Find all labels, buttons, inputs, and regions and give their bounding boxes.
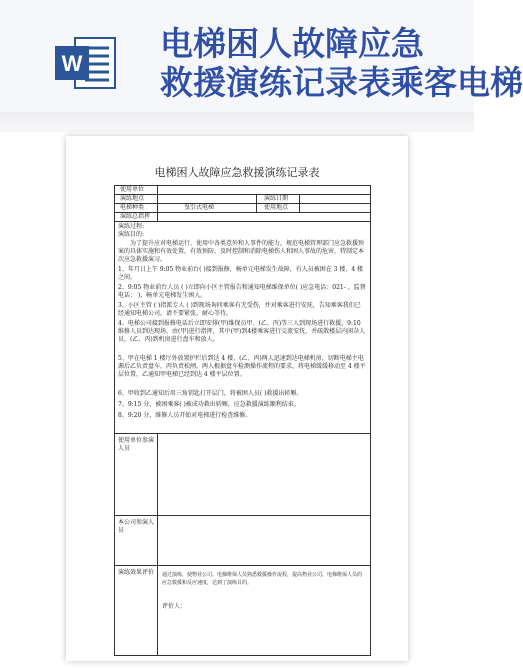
label-elevator-type: 电梯种类 [120, 204, 145, 211]
evaluator-label: 评价人： [162, 603, 187, 610]
document-title: 电梯困人故障应急救援演练记录表 [154, 166, 320, 179]
label-director: 演练总指挥 [120, 213, 151, 220]
label-unit: 使用单位 [120, 186, 145, 193]
record-table [114, 185, 371, 656]
label-evaluation: 演练效果评价 [118, 569, 155, 576]
label-location: 演练地点 [120, 195, 145, 202]
step-5: 5、甲在电梯 1 楼厅外放置护栏后到达 4 楼，(乙、丙)两人迅速到达电梯机房，切断电梯主电源后乙负责盘车，丙负责松闸，两人根据盘车检测操作流程的要求，将电梯缓缓移动至 4 楼平层位置，乙通知甲电梯已经到达 4 楼平层位置。 [118, 355, 366, 378]
label-place: 使用地点 [264, 204, 289, 211]
step-7: 7、9:15 分，被困乘客( )被成功救出轿厢，应急救援演练顺利结束。 [118, 401, 300, 408]
step-2: 2、9:05 物业前台人员 ( )立即向小区主管报告和通知电梯维保单位( )应急电话：021- 、监督电话： )，畅单元电梯发生困人。 [118, 284, 366, 299]
label-unit-participants: 使用单位参演人员 [118, 437, 155, 452]
word-document-icon [55, 34, 117, 92]
banner [0, 0, 523, 112]
purpose-text: 为了提升应对电梯运行、使用中各类意外和人事件的能力，规范电梯管理部门应急救援预案的具体实施和有效处置，有效预防、及时控制和消除电梯伤人和困人事故的危害，特制定本次应急救援演习。 [118, 240, 365, 263]
evaluation-text: 通过演练，使物业公司、电梯维保人员熟悉救援操作流程，提高物业公司、电梯维保人员的应急救援和反应速度，达到了演练目的。 [162, 572, 363, 586]
step-8: 8、9:20 分，维修人员开始对电梯进行检查维修。 [118, 412, 252, 419]
page-background-strip [0, 112, 474, 132]
step-1: 1、年月日上午 9:05 物业前台( )接到报修，畅单元电梯发生故障，有人员被困在 3 楼、4 楼之间。 [118, 266, 364, 281]
word-logo-letter: W [61, 51, 83, 76]
label-date: 演练日期 [264, 195, 289, 202]
step-3: 3、小区主管 ( )指派专人 ( )到现场询问乘客有无受伤，并对乘客进行安抚，告知乘客我们已经通知电梯公司，请不要紧张、耐心等待。 [118, 302, 361, 317]
label-company-participants: 本公司参演人员 [118, 519, 155, 534]
banner-title-line2: 救援演练记录表乘客电梯 [160, 63, 523, 102]
elevator-type-value: 曳引式电梯 [184, 204, 215, 211]
step-6: 6、甲收到乙通知后用三角钥匙打开层门，将被困人员( )救援出轿厢。 [118, 390, 303, 397]
step-4: 4、电梯公司接到报修电话后立即安排(甲)维保员甲、(乙、丙)等三人到现场进行救援。9:10 维修人员到达现场，由(甲)进行指挥，其中(甲)到4楼乘客进行交流安抚，并疏散楼层内闲杂人员，(乙、丙)到机房进行盘车和放人。 [118, 320, 366, 343]
purpose-heading: 演练目的: [118, 231, 145, 238]
document-page [66, 136, 408, 661]
banner-title-line1: 电梯困人故障应急 [160, 24, 424, 63]
process-heading: 演练过程: [118, 223, 145, 230]
